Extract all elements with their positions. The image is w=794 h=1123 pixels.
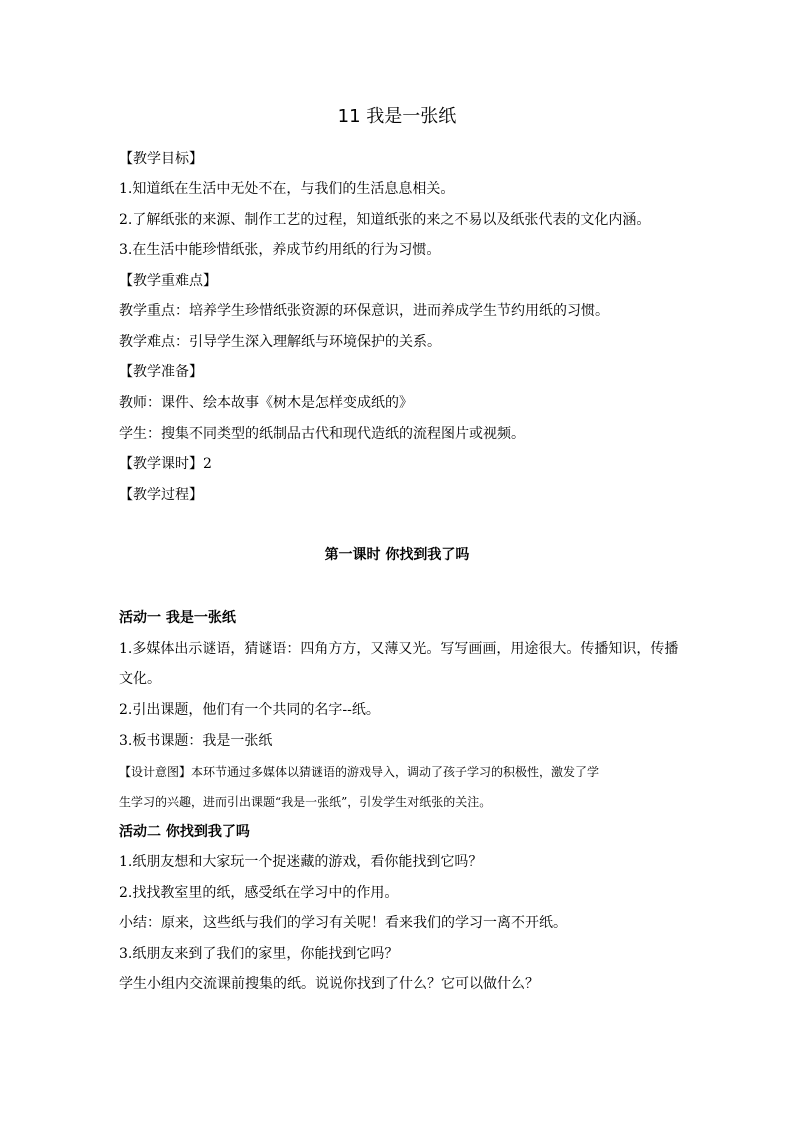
section-heading-objectives: 【教学目标】 xyxy=(119,151,203,167)
section-heading-preparation: 【教学准备】 xyxy=(119,364,203,380)
section-heading-key-points: 【教学重难点】 xyxy=(119,273,217,289)
objective-2: 2.了解纸张的来源、制作工艺的过程，知道纸张的来之不易以及纸张代表的文化内涵。 xyxy=(119,212,651,228)
activity1-item2: 2.引出课题，他们有一个共同的名字--纸。 xyxy=(119,702,380,718)
teacher-preparation: 教师：课件、绘本故事《树木是怎样变成纸的》 xyxy=(119,395,413,411)
key-point: 教学重点：培养学生珍惜纸张资源的环保意识，进而养成学生节约用纸的习惯。 xyxy=(119,303,609,319)
student-preparation: 学生：搜集不同类型的纸制品古代和现代造纸的流程图片或视频。 xyxy=(119,426,525,442)
activity2-item3: 3.纸朋友来到了我们的家里，你能找到它吗？ xyxy=(119,946,399,962)
section-heading-process: 【教学过程】 xyxy=(119,487,203,503)
objective-3: 3.在生活中能珍惜纸张，养成节约用纸的行为习惯。 xyxy=(119,242,441,258)
difficult-point: 教学难点：引导学生深入理解纸与环境保护的关系。 xyxy=(119,334,441,350)
activity2-item1: 1.纸朋友想和大家玩一个捉迷藏的游戏，看你能找到它吗？ xyxy=(119,854,483,870)
activity1-item1-line2: 文化。 xyxy=(119,671,161,687)
design-intent-line2: 生学习的兴趣，进而引出课题“我是一张纸”，引发学生对纸张的关注。 xyxy=(119,795,492,809)
section-heading-hours: 【教学课时】2 xyxy=(119,456,212,472)
lesson-title: 第一课时 你找到我了吗 xyxy=(324,547,470,563)
activity1-item3: 3.板书课题：我是一张纸 xyxy=(119,733,273,749)
document-title: 11 我是一张纸 xyxy=(337,106,457,127)
objective-1: 1.知道纸在生活中无处不在，与我们的生活息息相关。 xyxy=(119,181,455,197)
activity2-heading: 活动二 你找到我了吗 xyxy=(119,824,250,840)
design-intent-line1: 【设计意图】本环节通过多媒体以猜谜语的游戏导入，调动了孩子学习的积极性，激发了学 xyxy=(119,765,600,779)
activity1-heading: 活动一 我是一张纸 xyxy=(119,610,236,626)
activity2-item2: 2.找找教室里的纸，感受纸在学习中的作用。 xyxy=(119,885,399,901)
activity2-summary: 小结：原来，这些纸与我们的学习有关呢！看来我们的学习一离不开纸。 xyxy=(119,915,567,931)
activity1-item1-line1: 1.多媒体出示谜语，猜谜语：四角方方，又薄又光。写写画画，用途很大。传播知识，传播 xyxy=(119,641,679,657)
activity2-item4: 学生小组内交流课前搜集的纸。说说你找到了什么？它可以做什么？ xyxy=(119,976,539,992)
